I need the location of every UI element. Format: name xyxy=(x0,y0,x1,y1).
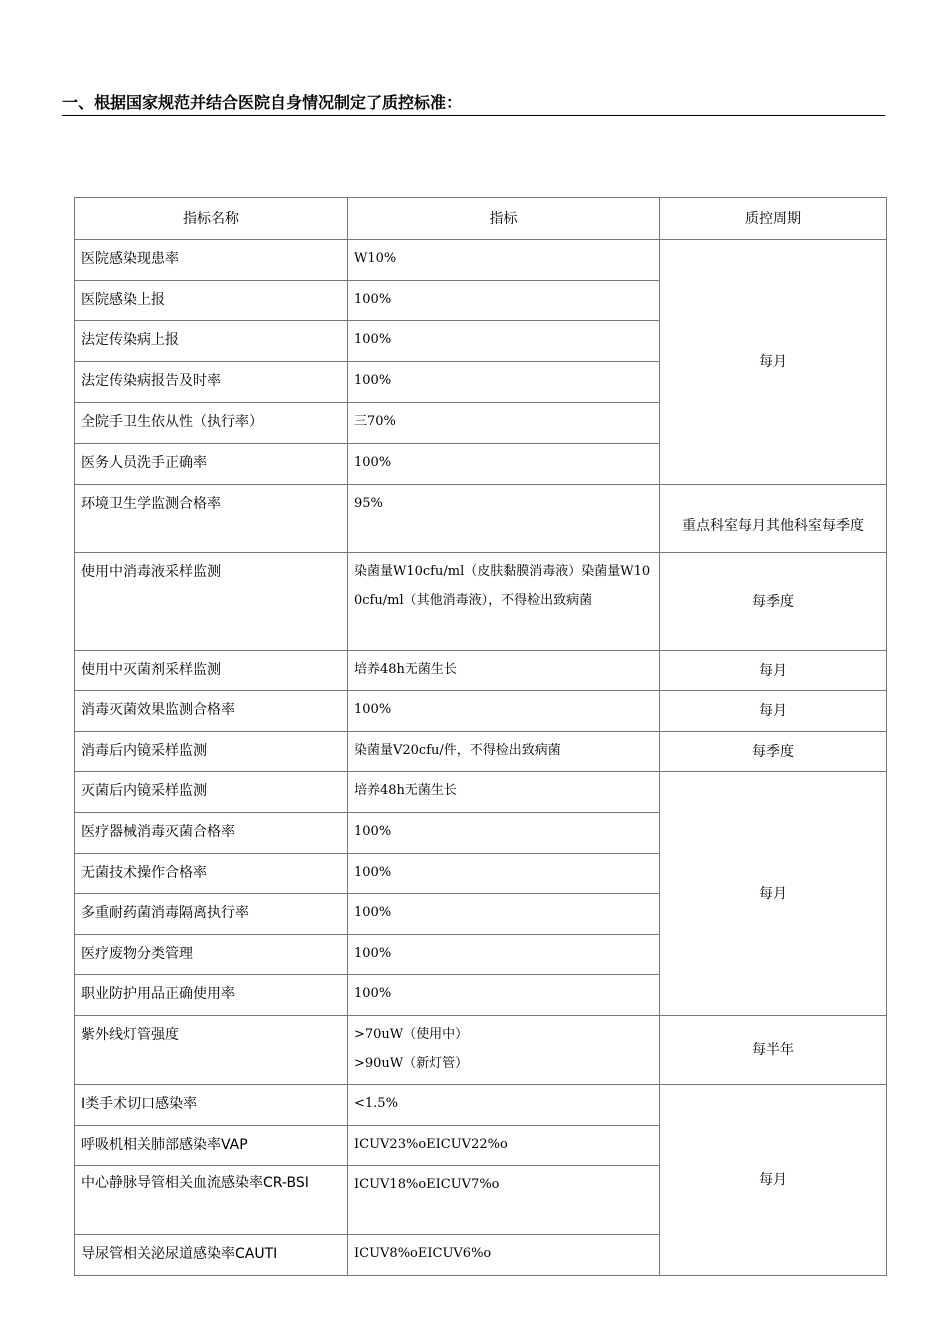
table-row xyxy=(75,240,887,281)
table-row xyxy=(75,1085,887,1126)
indicator-name: I类手术切口感染率 xyxy=(75,1085,348,1126)
table-row xyxy=(75,732,887,772)
qc-period: 重点科室每月其他科室每季度 xyxy=(660,485,887,553)
table-row xyxy=(75,651,887,691)
indicator-name: 医疗器械消毒灭菌合格率 xyxy=(75,813,348,854)
qc-period: 每季度 xyxy=(660,553,887,651)
indicator-name: 使用中消毒液采样监测 xyxy=(75,553,348,651)
indicator-name: 使用中灭菌剂采样监测 xyxy=(75,651,348,691)
indicator-value: ICUV8%oEICUV6%o xyxy=(348,1235,660,1276)
qc-period: 每月 xyxy=(660,1085,887,1276)
indicator-name: 中心静脉导管相关血流感染率CR-BSI xyxy=(75,1166,348,1235)
qc-period: 每半年 xyxy=(660,1016,887,1085)
indicator-value: 95% xyxy=(348,485,660,553)
table-row xyxy=(75,691,887,732)
table-row xyxy=(75,1016,887,1085)
indicator-value: W10% xyxy=(348,240,660,281)
indicator-name: 医务人员洗手正确率 xyxy=(75,444,348,485)
indicator-value: 培养48h无菌生长 xyxy=(348,651,660,691)
quality-control-table xyxy=(74,197,887,1276)
table-row xyxy=(75,485,887,553)
indicator-value: 染菌量W10cfu/ml（皮肤黏膜消毒液）染菌量W100cfu/ml（其他消毒液），不得检出致病菌 xyxy=(348,553,660,651)
indicator-value: 三70% xyxy=(348,403,660,444)
indicator-name: 紫外线灯管强度 xyxy=(75,1016,348,1085)
value-line: >70uW（使用中） xyxy=(354,1027,469,1042)
qc-period: 每月 xyxy=(660,651,887,691)
table-row xyxy=(75,772,887,813)
indicator-name: 导尿管相关泌尿道感染率CAUTI xyxy=(75,1235,348,1276)
indicator-value: 100% xyxy=(348,813,660,854)
header-qc-period: 质控周期 xyxy=(660,198,887,240)
indicator-name: 无菌技术操作合格率 xyxy=(75,854,348,894)
indicator-name: 法定传染病上报 xyxy=(75,321,348,362)
header-indicator-name: 指标名称 xyxy=(75,198,348,240)
indicator-value: 100% xyxy=(348,854,660,894)
qc-period: 每季度 xyxy=(660,732,887,772)
value-line: >90uW（新灯管） xyxy=(354,1056,469,1071)
indicator-value: 100% xyxy=(348,444,660,485)
indicator-value: 100% xyxy=(348,362,660,403)
indicator-name: 呼吸机相关肺部感染率VAP xyxy=(75,1126,348,1166)
indicator-value: 100% xyxy=(348,975,660,1016)
indicator-value: 培养48h无菌生长 xyxy=(348,772,660,813)
indicator-name: 环境卫生学监测合格率 xyxy=(75,485,348,553)
table-header-row xyxy=(75,198,887,240)
indicator-name: 医疗废物分类管理 xyxy=(75,935,348,975)
indicator-value: 染菌量V20cfu/件，不得检出致病菌 xyxy=(348,732,660,772)
indicator-name: 消毒灭菌效果监测合格率 xyxy=(75,691,348,732)
indicator-name: 职业防护用品正确使用率 xyxy=(75,975,348,1016)
qc-period: 每月 xyxy=(660,772,887,1016)
indicator-value: ICUV23%oEICUV22%o xyxy=(348,1126,660,1166)
indicator-name: 多重耐药菌消毒隔离执行率 xyxy=(75,894,348,935)
indicator-value: 100% xyxy=(348,935,660,975)
section-heading: 一、根据国家规范并结合医院自身情况制定了质控标准： xyxy=(62,92,885,116)
indicator-name: 消毒后内镜采样监测 xyxy=(75,732,348,772)
header-indicator: 指标 xyxy=(348,198,660,240)
indicator-name: 法定传染病报告及时率 xyxy=(75,362,348,403)
indicator-value xyxy=(348,1016,660,1085)
indicator-name: 全院手卫生依从性（执行率） xyxy=(75,403,348,444)
indicator-name: 医院感染现患率 xyxy=(75,240,348,281)
qc-period: 每月 xyxy=(660,691,887,732)
indicator-name: 灭菌后内镜采样监测 xyxy=(75,772,348,813)
table-row xyxy=(75,553,887,651)
qc-period: 每月 xyxy=(660,240,887,485)
indicator-value: <1.5% xyxy=(348,1085,660,1126)
indicator-value: 100% xyxy=(348,691,660,732)
indicator-value: 100% xyxy=(348,321,660,362)
indicator-value: ICUV18%oEICUV7%o xyxy=(348,1166,660,1235)
indicator-value: 100% xyxy=(348,894,660,935)
indicator-value: 100% xyxy=(348,281,660,321)
indicator-name: 医院感染上报 xyxy=(75,281,348,321)
